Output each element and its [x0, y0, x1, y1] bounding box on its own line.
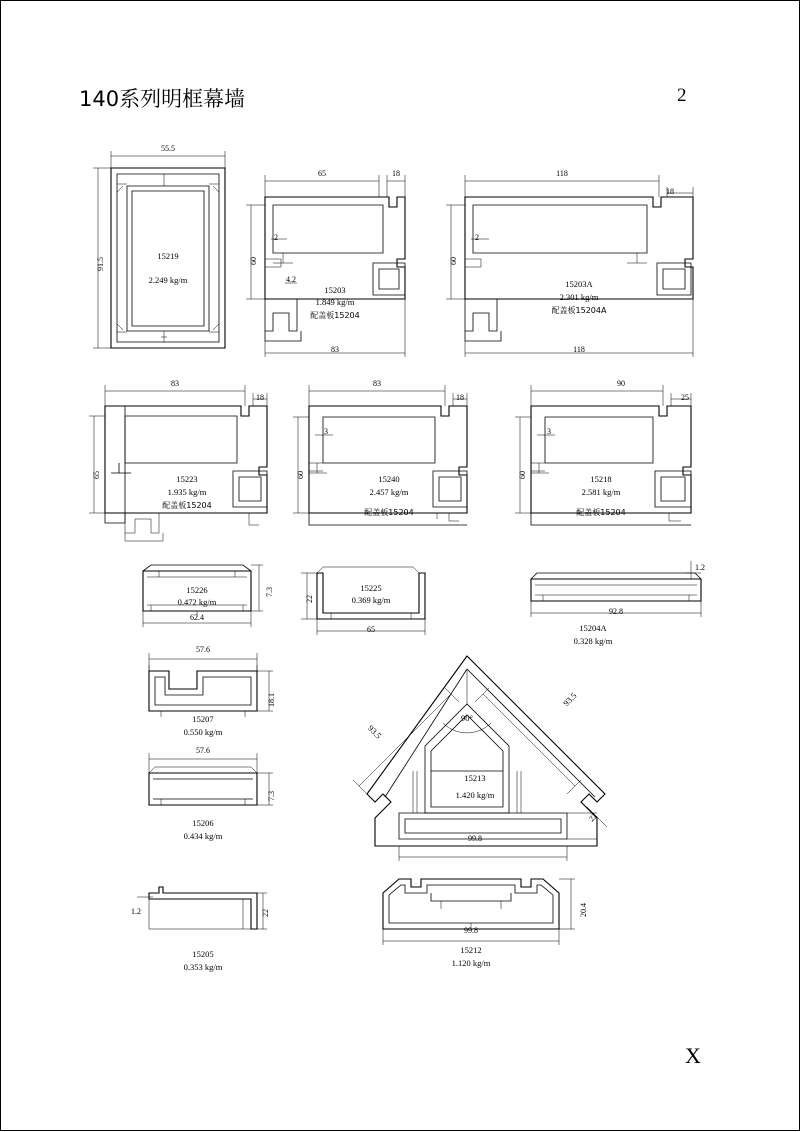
dim-15218-top: 90 [617, 379, 625, 388]
label-15218-accessory: 配盖板15204 [576, 508, 626, 517]
profile-15207-outline [149, 665, 257, 717]
dim-15205-height: 22 [261, 909, 270, 917]
dim-15240-top2: 18 [456, 393, 464, 402]
dim-15203A [446, 175, 693, 357]
dim-15203A-top: 118 [556, 169, 568, 178]
label-15219-weight: 2.249 kg/m [148, 275, 188, 285]
dim-15213-right: 93.5 [561, 690, 579, 709]
dim-15204A-thickness: 1.2 [695, 563, 705, 572]
label-15240-weight: 2.457 kg/m [369, 487, 409, 497]
dim-15206-height: 7.3 [267, 791, 276, 801]
label-15203A-weight: 2.301 kg/m [559, 292, 599, 302]
dim-15218-top2: 25 [681, 393, 689, 402]
dim-15212 [383, 879, 575, 945]
label-15219-code: 15219 [157, 251, 179, 261]
profile-drawings [1, 1, 800, 1132]
dim-15206 [149, 753, 273, 805]
dim-15205-thickness: 1.2 [131, 907, 141, 916]
dim-15207-width: 57.6 [196, 645, 210, 654]
label-15213-weight: 1.420 kg/m [455, 790, 495, 800]
dim-15213-angle: 90° [461, 713, 473, 723]
corner-mark: X [685, 1043, 701, 1068]
dim-15204A-width: 92.8 [609, 607, 623, 616]
profile-15212-outline [383, 879, 559, 929]
profile-15205-outline [149, 887, 257, 929]
dim-15203-top2: 18 [392, 169, 400, 178]
label-15240-code: 15240 [378, 474, 400, 484]
dim-15240-t1: 3 [324, 427, 328, 436]
dim-15207 [149, 653, 273, 711]
dim-15212-width: 99.8 [464, 926, 478, 935]
dim-15213-small: 22 [587, 811, 600, 824]
label-15206-weight: 0.434 kg/m [183, 831, 223, 841]
dim-15205 [137, 893, 267, 929]
label-15226-code: 15226 [186, 585, 208, 595]
label-15226-weight: 0.472 kg/m [177, 597, 217, 607]
label-15223-code: 15223 [176, 474, 198, 484]
label-15240-accessory: 配盖板15204 [364, 508, 414, 517]
label-15206-code: 15206 [192, 818, 214, 828]
page-title: 140系列明框幕墙 [79, 87, 246, 111]
dim-15203A-bottom: 118 [573, 345, 585, 354]
dim-15203-t2: 4.2 [286, 275, 296, 284]
dim-15213-left: 93.5 [365, 723, 384, 741]
profile-15213-outline [367, 656, 607, 846]
dim-15226-width: 62.4 [190, 613, 204, 622]
dim-15203-bottom: 83 [331, 345, 339, 354]
label-15207-weight: 0.550 kg/m [183, 727, 223, 737]
label-15203A-accessory: 配盖板15204A [551, 306, 607, 315]
dim-15226-height: 7.3 [265, 587, 274, 597]
dim-15240-top: 83 [373, 379, 381, 388]
dim-15213-bottom: 99.8 [468, 834, 482, 843]
dim-15219 [93, 151, 225, 348]
label-15212-code: 15212 [460, 945, 482, 955]
dim-15223-top2: 18 [256, 393, 264, 402]
dim-15207-height: 18.1 [267, 693, 276, 707]
dim-15218-height: 60 [518, 471, 527, 479]
profile-15225-outline [317, 567, 425, 619]
dim-15219-height: 91.5 [96, 257, 105, 271]
dim-15225-height: 22 [305, 595, 314, 603]
label-15205-code: 15205 [192, 949, 214, 959]
dim-15206-width: 57.6 [196, 746, 210, 755]
dim-15203A-top2: 18 [666, 187, 674, 196]
label-15204A-weight: 0.328 kg/m [573, 636, 613, 646]
dim-15219-width: 55.5 [161, 144, 175, 153]
label-15203-code: 15203 [324, 285, 346, 295]
label-15205-weight: 0.353 kg/m [183, 962, 223, 972]
dim-15203A-height: 60 [449, 257, 458, 265]
profile-15206-outline [149, 767, 257, 805]
label-15223-weight: 1.935 kg/m [167, 487, 207, 497]
page-number: 2 [677, 85, 687, 106]
dim-15240-height: 60 [296, 471, 305, 479]
label-15225-weight: 0.369 kg/m [351, 595, 391, 605]
dim-15203 [246, 175, 405, 357]
label-15203A-code: 15203A [565, 279, 593, 289]
dim-15223-height: 65 [92, 471, 101, 479]
profile-15203A-outline [465, 197, 693, 341]
dim-15203-top: 65 [318, 169, 326, 178]
dim-15203-t1: 2 [274, 233, 278, 242]
dim-15223-top: 83 [171, 379, 179, 388]
label-15204A-code: 15204A [579, 623, 607, 633]
label-15212-weight: 1.120 kg/m [451, 958, 491, 968]
dim-15212-height: 20.4 [579, 903, 588, 917]
dim-15203-height: 60 [249, 257, 258, 265]
dim-15225-width: 65 [367, 625, 375, 634]
label-15223-accessory: 配盖板15204 [162, 501, 212, 510]
label-15225-code: 15225 [360, 583, 382, 593]
label-15203-weight: 1.849 kg/m [315, 297, 355, 307]
label-15213-code: 15213 [464, 773, 486, 783]
label-15207-code: 15207 [192, 714, 214, 724]
profile-15204A-outline [531, 573, 701, 601]
label-15218-weight: 2.581 kg/m [581, 487, 621, 497]
label-15218-code: 15218 [590, 474, 612, 484]
dim-15203A-t1: 2 [475, 233, 479, 242]
label-15203-accessory: 配盖板15204 [310, 311, 360, 320]
dim-15218-t1: 3 [547, 427, 551, 436]
